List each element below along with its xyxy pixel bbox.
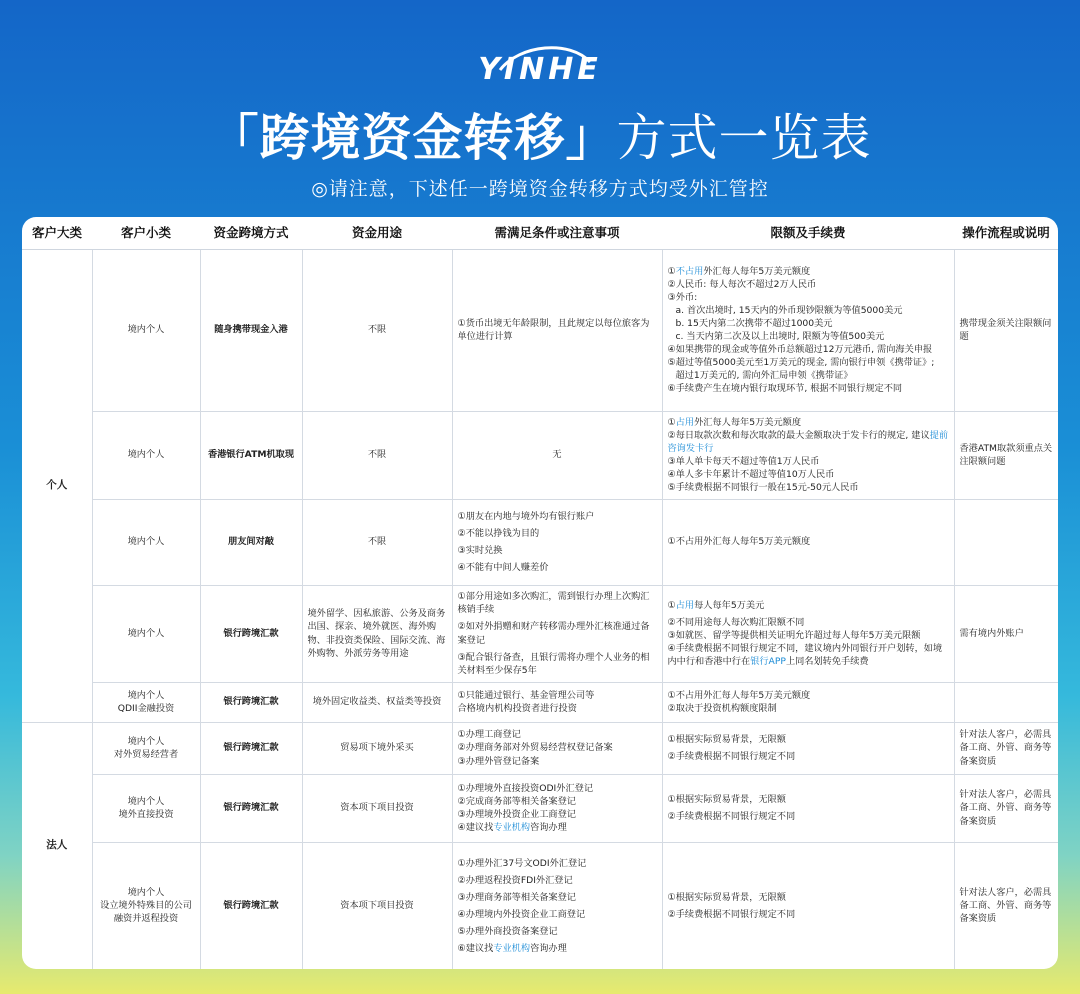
sub-category-cell: 境内个人 <box>92 585 200 682</box>
condition-item: ①货币出境无年龄限制，且此规定以每位旅客为单位进行计算 <box>457 317 650 342</box>
limit-cell <box>662 585 954 682</box>
limit-item: ①根据实际贸易背景，无限额 <box>667 793 786 805</box>
header-cell: 限额及手续费 <box>662 217 954 249</box>
header-cell: 客户大类 <box>22 217 92 249</box>
condition-item: ①办理工商登记 <box>457 729 521 741</box>
note-cell: 针对法人客户，必需具备工商、外管、商务等备案资质 <box>954 722 1058 774</box>
use-cell: 境外留学、因私旅游、公务及商务出国、探亲、境外就医、海外购物、非投资类保险、国际交流、海外购物、外派劳务等用途 <box>302 585 452 682</box>
note-cell <box>954 682 1058 722</box>
limit-item: ①占用每人每年5万美元 <box>667 599 765 611</box>
limit-item: c. 当天内第二次及以上出境时, 限额为等值500美元 <box>675 331 885 342</box>
condition-cell <box>452 585 662 682</box>
sub-category-cell: 境内个人 QDII金融投资 <box>92 682 200 722</box>
table-row <box>22 774 1058 842</box>
logo-text: YINHE <box>478 52 602 87</box>
sub-category-cell: 境内个人 <box>92 499 200 585</box>
highlight-text: 提前咨询发卡行 <box>667 429 949 454</box>
limit-item: b. 15天内第二次携带不超过1000美元 <box>675 317 833 329</box>
limit-item: ④单人多卡年累计不超过等值10万人民币 <box>667 469 835 481</box>
table-row <box>22 585 1058 682</box>
category-cell: 个人 <box>22 249 92 722</box>
note-cell: 携带现金须关注限额问题 <box>954 249 1058 411</box>
limit-cell <box>662 842 954 969</box>
highlight-text: 占用 <box>675 416 695 428</box>
use-cell: 资本项下项目投资 <box>302 774 452 842</box>
method-cell: 银行跨境汇款 <box>200 722 302 774</box>
condition-item: ①朋友在内地与境外均有银行账户 <box>457 510 595 522</box>
condition-item: ③实时兑换 <box>457 545 503 556</box>
condition-item: ③办理境外投资企业工商登记 <box>457 809 576 820</box>
limit-cell <box>662 774 954 842</box>
limit-item: ⑤超过等值5000美元至1万美元的现金, 需向银行申领《携带证》; <box>667 357 935 369</box>
sub-category-cell: 境内个人 对外贸易经营者 <box>92 722 200 774</box>
method-cell: 朋友间对敲 <box>200 499 302 585</box>
limit-item: ④如果携带的现金或等值外币总额超过12万元港币, 需向海关申报 <box>667 344 933 356</box>
table-row <box>22 722 1058 774</box>
highlight-text: 专业机构 <box>493 822 531 834</box>
table-row <box>22 682 1058 722</box>
header-cell: 资金用途 <box>302 217 452 249</box>
limit-item: ②不同用途每人每次购汇限额不同 <box>667 616 805 628</box>
page-subtitle: ◎请注意，下述任一跨境资金转移方式均受外汇管控 <box>311 178 769 200</box>
limit-item: ②手续费根据不同银行规定不同 <box>667 751 796 762</box>
sub-category-cell: 境内个人 境外直接投资 <box>92 774 200 842</box>
condition-cell <box>452 249 662 411</box>
table-row <box>22 842 1058 969</box>
method-cell: 银行跨境汇款 <box>200 842 302 969</box>
condition-cell <box>452 842 662 969</box>
transfer-methods-table <box>22 217 1058 969</box>
header-cell: 需满足条件或注意事项 <box>452 217 662 249</box>
condition-item: ①办理外汇37号文ODI外汇登记 <box>457 857 587 869</box>
condition-cell <box>452 722 662 774</box>
condition-item: ⑥建议找专业机构咨询办理 <box>457 942 567 954</box>
limit-item: ①不占用外汇每人每年5万美元额度 <box>667 265 811 277</box>
header-cell: 客户小类 <box>92 217 200 249</box>
condition-cell <box>452 774 662 842</box>
method-cell: 随身携带现金入港 <box>200 249 302 411</box>
table-card <box>22 217 1058 969</box>
header-cell: 操作流程或说明 <box>954 217 1058 249</box>
highlight-text: 占用 <box>675 599 695 611</box>
limit-item: ①根据实际贸易背景，无限额 <box>667 733 786 745</box>
condition-item: ①部分用途如多次购汇，需到银行办理上次购汇核销手续 <box>457 591 650 616</box>
note-cell: 针对法人客户，必需具备工商、外管、商务等备案资质 <box>954 774 1058 842</box>
table-row <box>22 499 1058 585</box>
limit-cell <box>662 249 954 411</box>
condition-item: ①只能通过银行、基金管理公司等 <box>457 689 595 701</box>
note-cell: 香港ATM取款须重点关注限额问题 <box>954 411 1058 499</box>
condition-cell <box>452 682 662 722</box>
condition-cell: 无 <box>452 411 662 499</box>
limit-item: ②人民币: 每人每次不超过2万人民币 <box>667 278 817 290</box>
sub-category-cell: 境内个人 设立境外特殊目的公司 融资并返程投资 <box>92 842 200 969</box>
table-header-row <box>22 217 1058 249</box>
use-cell: 不限 <box>302 411 452 499</box>
method-cell: 银行跨境汇款 <box>200 682 302 722</box>
method-cell: 银行跨境汇款 <box>200 585 302 682</box>
use-cell: 贸易项下境外采买 <box>302 722 452 774</box>
condition-item: ③配合银行备查，且银行需将办理个人业务的相关材料至少保存5年 <box>457 651 650 676</box>
limit-item: ①根据实际贸易背景，无限额 <box>667 891 786 903</box>
condition-item: ②办理商务部对外贸易经营权登记备案 <box>457 742 613 754</box>
condition-item: ②不能以挣钱为目的 <box>457 527 540 539</box>
condition-item: ③办理外管登记备案 <box>457 755 540 767</box>
use-cell: 不限 <box>302 499 452 585</box>
condition-item: ④办理境内外投资企业工商登记 <box>457 908 586 920</box>
highlight-text: 银行APP <box>750 656 786 668</box>
title-light: 方式一览表 <box>616 109 872 167</box>
limit-item: ②手续费根据不同银行规定不同 <box>667 811 796 822</box>
condition-item: 合格境内机构投资者进行投资 <box>457 703 577 714</box>
table-row <box>22 249 1058 411</box>
limit-item: ②取决于投资机构额度限制 <box>667 703 777 714</box>
limit-cell <box>662 411 954 499</box>
limit-cell <box>662 722 954 774</box>
condition-item: ③办理商务部等相关备案登记 <box>457 891 576 903</box>
limit-item: ⑥手续费产生在境内银行取现环节, 根据不同银行规定不同 <box>667 383 903 395</box>
page-title <box>0 98 1080 170</box>
limit-item: 超过1万美元的, 需向外汇局申领《携带证》 <box>675 370 853 382</box>
use-cell: 境外固定收益类、权益类等投资 <box>302 682 452 722</box>
header-cell: 资金跨境方式 <box>200 217 302 249</box>
limit-item: ①占用外汇每人每年5万美元额度 <box>667 416 802 428</box>
condition-item: ④建议找专业机构咨询办理 <box>457 822 567 834</box>
condition-item: ②办理返程投资FDI外汇登记 <box>457 874 573 886</box>
limit-item: ⑤手续费根据不同银行一般在15元-50元人民币 <box>667 482 859 494</box>
limit-item: ②手续费根据不同银行规定不同 <box>667 908 796 920</box>
condition-cell <box>452 499 662 585</box>
highlight-text: 不占用 <box>675 265 704 277</box>
sub-category-cell: 境内个人 <box>92 249 200 411</box>
limit-item: ③外币: <box>667 291 698 303</box>
note-cell: 针对法人客户，必需具备工商、外管、商务等备案资质 <box>954 842 1058 969</box>
condition-item: ⑤办理外商投资备案登记 <box>457 925 558 937</box>
limit-cell: ①不占用外汇每人每年5万美元额度 <box>662 499 954 585</box>
table-row <box>22 411 1058 499</box>
note-cell <box>954 499 1058 585</box>
limit-cell <box>662 682 954 722</box>
condition-item: ②如对外捐赠和财产转移需办理外汇核准通过备案登记 <box>457 621 650 646</box>
limit-item: ③单人单卡每天不超过等值1万人民币 <box>667 456 820 467</box>
limit-item: ①不占用外汇每人每年5万美元额度 <box>667 689 811 701</box>
limit-item: ②每日取款次数和每次取款的最大金额取决于发卡行的规定, 建议提前咨询发卡行 <box>667 429 949 454</box>
method-cell: 香港银行ATM机取现 <box>200 411 302 499</box>
condition-item: ①办理境外直接投资ODI外汇登记 <box>457 782 594 794</box>
use-cell: 不限 <box>302 249 452 411</box>
highlight-text: 专业机构 <box>493 942 531 954</box>
method-cell: 银行跨境汇款 <box>200 774 302 842</box>
note-cell: 需有境内外账户 <box>954 585 1058 682</box>
use-cell: 资本项下项目投资 <box>302 842 452 969</box>
condition-item: ②完成商务部等相关备案登记 <box>457 795 576 807</box>
limit-item: ③如就医、留学等提供相关证明允许超过每人每年5万美元限额 <box>667 629 921 641</box>
limit-item: ④手续费根据不同银行规定不同，建议境内外同银行开户划转，如境内中行和香港中行在银行APP上同名划转免手续费 <box>667 643 943 668</box>
sub-category-cell: 境内个人 <box>92 411 200 499</box>
condition-item: ④不能有中间人赚差价 <box>457 562 549 574</box>
limit-item: a. 首次出境时, 15天内的外币现钞限额为等值5000美元 <box>675 304 903 316</box>
category-cell: 法人 <box>22 722 92 969</box>
title-bold: 「跨境资金转移」 <box>208 109 617 167</box>
